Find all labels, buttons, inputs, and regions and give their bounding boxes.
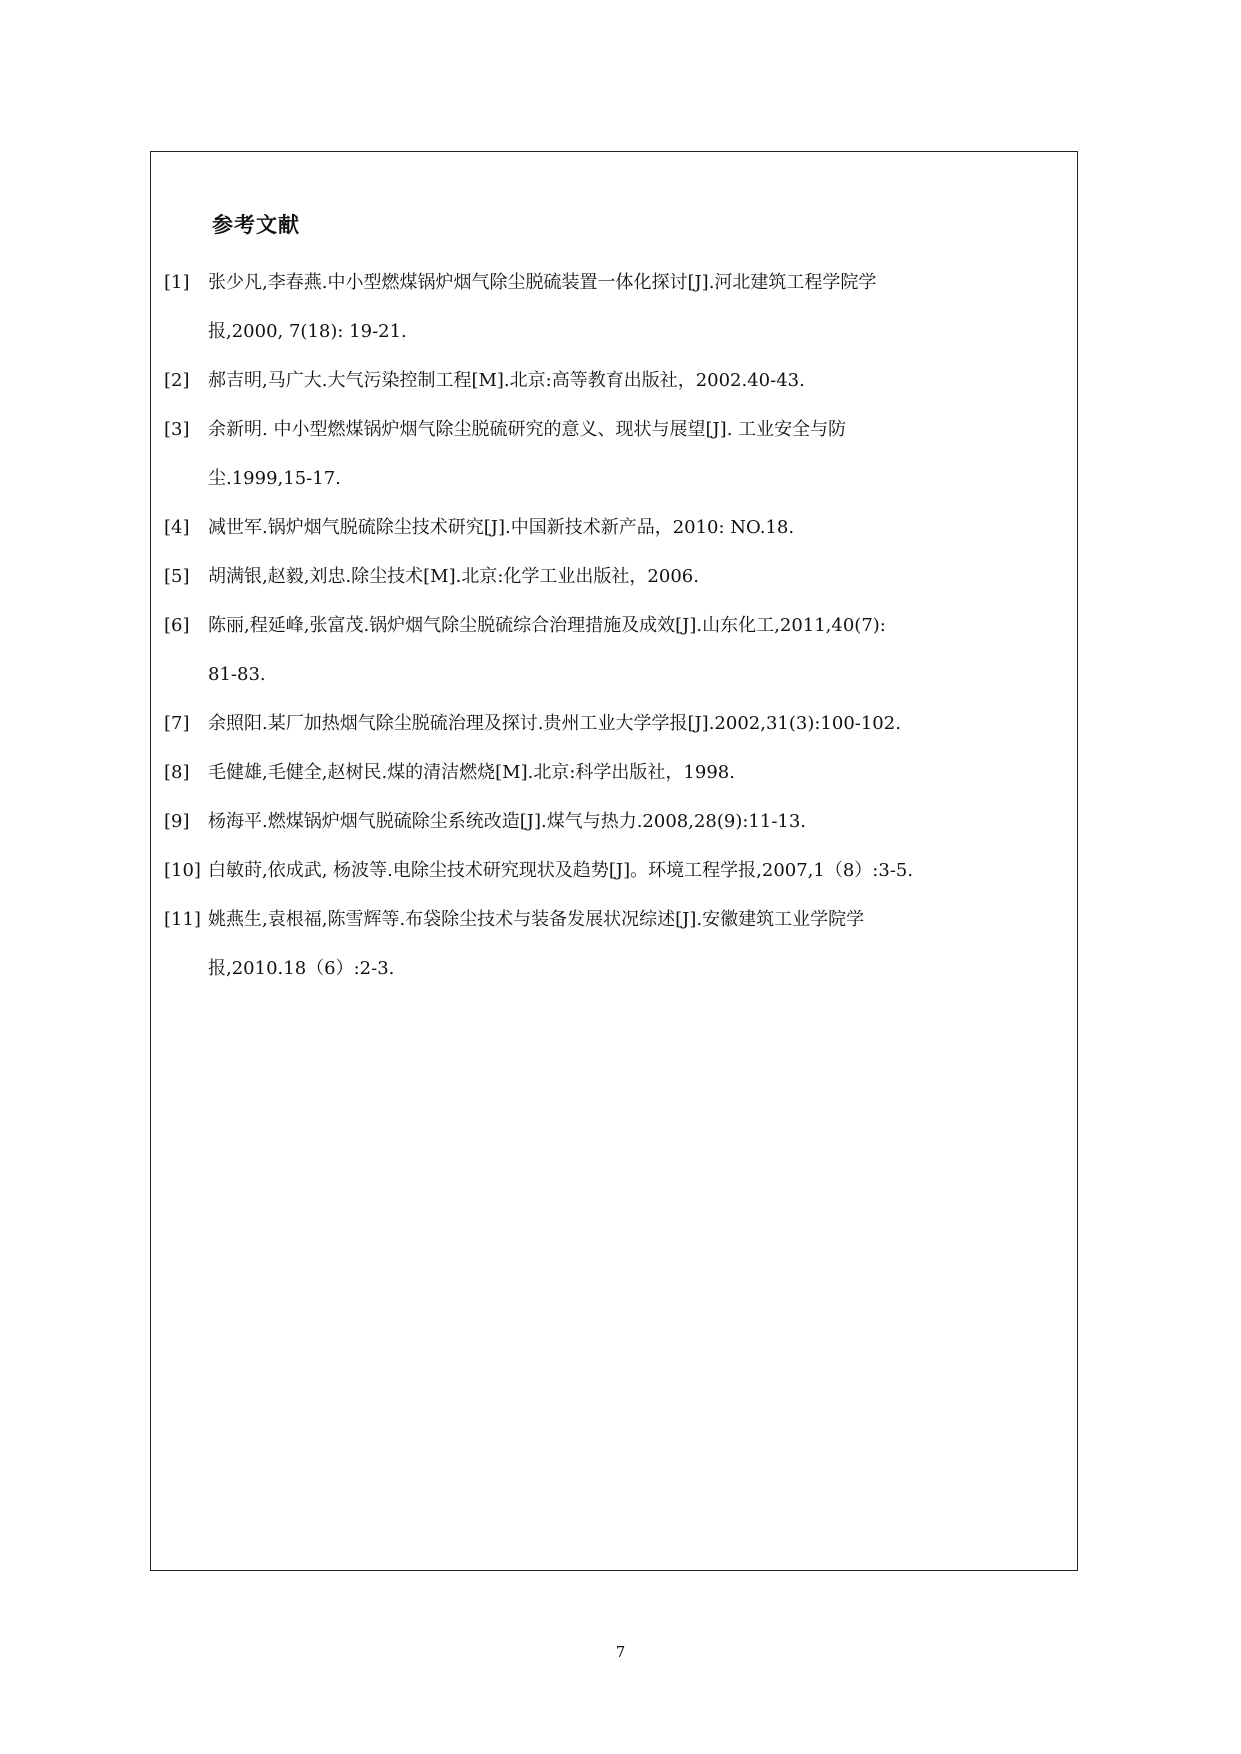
reference-number: [10]	[164, 860, 201, 881]
reference-item	[164, 503, 1070, 552]
reference-continuation: 报,2010.18（6）:2-3.	[208, 958, 395, 979]
reference-text: 余新明. 中小型燃煤锅炉烟气除尘脱硫研究的意义、现状与展望[J]. 工业安全与防	[208, 419, 847, 440]
reference-continuation: 尘.1999,15-17.	[208, 468, 341, 489]
reference-item	[164, 895, 1070, 993]
reference-item	[164, 601, 1070, 699]
reference-text: 白敏莳,依成武, 杨波等.电除尘技术研究现状及趋势[J]。环境工程学报,2007,1（8）:3-5.	[208, 860, 914, 881]
references-heading: 参考文献	[212, 213, 300, 237]
reference-item	[164, 356, 1070, 405]
reference-number: [1]	[164, 272, 190, 293]
page-number: 7	[615, 1643, 626, 1661]
reference-text: 胡满银,赵毅,刘忠.除尘技术[M].北京:化学工业出版社，2006.	[208, 566, 699, 587]
reference-number: [7]	[164, 713, 190, 734]
reference-text: 毛健雄,毛健全,赵树民.煤的清洁燃烧[M].北京:科学出版社，1998.	[208, 762, 735, 783]
reference-number: [4]	[164, 517, 190, 538]
reference-item	[164, 699, 1070, 748]
reference-text: 郝吉明,马广大.大气污染控制工程[M].北京:高等教育出版社，2002.40-43.	[208, 370, 805, 391]
reference-number: [9]	[164, 811, 190, 832]
reference-item	[164, 846, 1070, 895]
reference-number: [2]	[164, 370, 190, 391]
reference-text: 姚燕生,袁根福,陈雪辉等.布袋除尘技术与装备发展状况综述[J].安徽建筑工业学院学	[208, 909, 865, 930]
reference-number: [5]	[164, 566, 190, 587]
reference-continuation: 报,2000, 7(18): 19-21.	[208, 321, 407, 342]
reference-text: 张少凡,李春燕.中小型燃煤锅炉烟气除尘脱硫装置一体化探讨[J].河北建筑工程学院学	[208, 272, 877, 293]
reference-item	[164, 405, 1070, 503]
reference-number: [11]	[164, 909, 201, 930]
reference-number: [3]	[164, 419, 190, 440]
reference-number: [6]	[164, 615, 190, 636]
reference-continuation: 81-83.	[208, 664, 266, 685]
reference-item	[164, 552, 1070, 601]
reference-item	[164, 748, 1070, 797]
reference-text: 减世军.锅炉烟气脱硫除尘技术研究[J].中国新技术新产品，2010: NO.18.	[208, 517, 795, 538]
reference-item	[164, 797, 1070, 846]
reference-list	[164, 258, 1070, 993]
reference-text: 杨海平.燃煤锅炉烟气脱硫除尘系统改造[J].煤气与热力.2008,28(9):11-13.	[208, 811, 807, 832]
reference-number: [8]	[164, 762, 190, 783]
reference-item	[164, 258, 1070, 356]
reference-text: 余照阳.某厂加热烟气除尘脱硫治理及探讨.贵州工业大学学报[J].2002,31(3):100-102.	[208, 713, 901, 734]
reference-text: 陈丽,程延峰,张富茂.锅炉烟气除尘脱硫综合治理措施及成效[J].山东化工,2011,40(7):	[208, 615, 886, 636]
